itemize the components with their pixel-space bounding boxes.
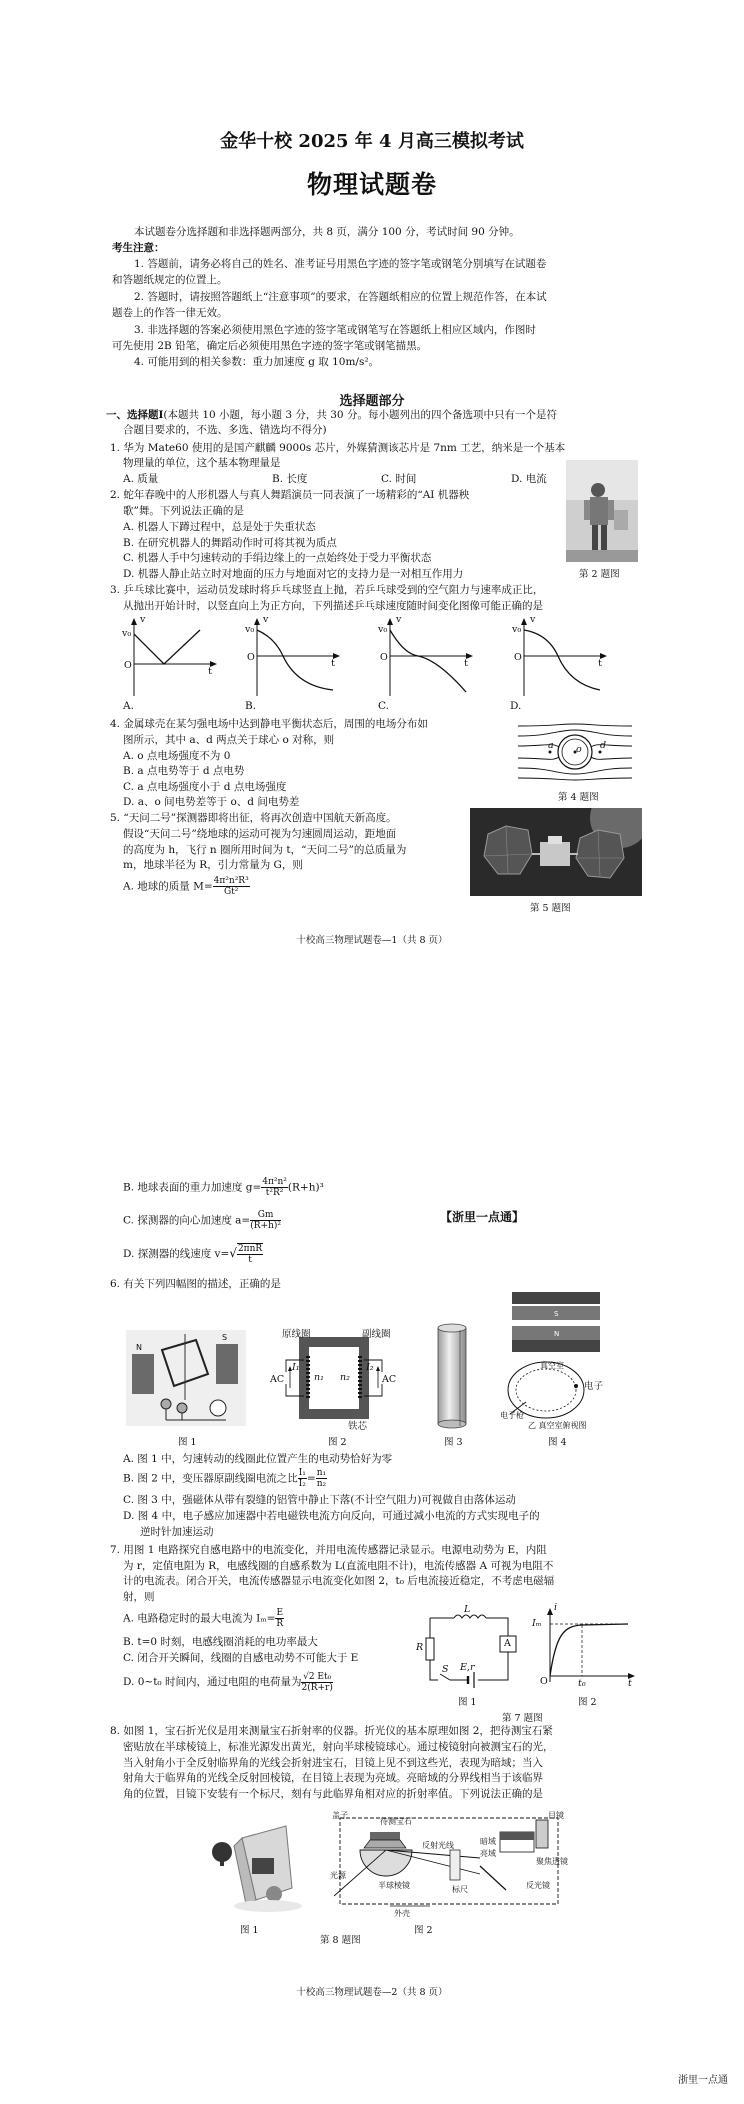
ac-right-label: AC	[382, 1374, 397, 1385]
axis-t: t	[628, 1678, 632, 1689]
q5-option-a	[123, 876, 250, 897]
dark-region-label: 暗域	[480, 1837, 496, 1846]
housing-label: 外壳	[394, 1909, 410, 1918]
denominator: t	[248, 1255, 252, 1265]
page2-footer: 十校高三物理试题卷—2（共 8 页）	[296, 1987, 448, 1998]
q3-stem-line2: 从抛出开始计时，以竖直向上为正方向，下列描述乒乓球速度随时间变化图像可能正确的是	[123, 600, 543, 612]
i2-label: I₂	[366, 1362, 374, 1373]
q5-option-b	[123, 1177, 324, 1198]
numerator: n₁	[316, 1468, 327, 1478]
q4-option-c: C. a 点电场强度小于 d 点电场强度	[123, 781, 287, 793]
q5-option-c-text: C. 探测器的向心加速度 a=	[123, 1214, 251, 1227]
numerator: √2 Et₀	[303, 1671, 332, 1682]
q7-option-a-text: A. 电路稳定时的最大电流为 Iₘ=	[123, 1612, 276, 1625]
axis-v: v	[263, 614, 269, 625]
fraction	[213, 876, 250, 897]
note-line: 可先使用 2B 铅笔，确定后必须使用黑色字迹的签字笔或钢笔描黑。	[112, 340, 428, 352]
q4-option-b: B. a 点电势等于 d 点电势	[123, 765, 245, 777]
q5-option-c	[123, 1210, 281, 1231]
q7-option-d-text: D. 0~t₀ 时间内，通过电阻的电荷量为	[123, 1676, 302, 1688]
axis-v: v	[140, 614, 146, 625]
q5-option-a-text: A. 地球的质量 M=	[123, 880, 213, 893]
axis-v: v	[396, 614, 402, 625]
q3-option-a: A.	[123, 700, 134, 712]
q3-stem: 3. 乒乓球比赛中，运动员发球时将乒乓球竖直上抛，若乒乓球受到的空气阻力与速率成正比，	[110, 584, 544, 596]
note-line: 3. 非选择题的答案必须使用黑色字迹的签字笔或钢笔写在答题纸上相应区域内，作图时	[134, 324, 536, 336]
part1-desc: (本题共 10 小题，每小题 3 分，共 30 分。每小题列出的四个备选项中只有一个是符	[163, 409, 557, 421]
q5-stem: 5. “天问二号”探测器即将出征，将再次创造中国航天新高度。	[110, 812, 397, 824]
resistor-label: R	[416, 1642, 424, 1653]
q8-principle-diagram	[330, 1810, 570, 1920]
n1-label: n₁	[314, 1372, 324, 1383]
q2-stem: 2. 蛇年春晚中的人形机器人与真人舞蹈演员一同表演了一场精彩的“AI 机器秧	[110, 489, 470, 501]
q6-fig3-aluminum-tube	[432, 1322, 472, 1434]
fraction	[237, 1243, 263, 1265]
q6-option-d-line2: 逆时针加速运动	[140, 1526, 214, 1538]
q8-caption: 第 8 题图	[320, 1935, 361, 1946]
q8-refractometer-photo	[196, 1818, 306, 1922]
watermark-text: 【浙里一点通】	[440, 1210, 525, 1224]
q7-fig2-caption: 图 2	[578, 1697, 597, 1708]
denominator: Gt²	[223, 887, 239, 897]
axis-t: t	[598, 658, 602, 669]
mirror-label: 反光镜	[526, 1881, 550, 1890]
q6-fig3-caption: 图 3	[444, 1437, 463, 1448]
q7-option-c: C. 闭合开关瞬间，线圈的自感电动势不可能大于 E	[123, 1652, 359, 1664]
fraction	[250, 1210, 281, 1231]
q6-option-a: A. 图 1 中，匀速转动的线圈此位置产生的电动势恰好为零	[123, 1453, 393, 1465]
equals-sign: =	[306, 1472, 316, 1485]
note-line: 4. 可能用到的相关参数：重力加速度 g 取 10m/s²。	[134, 356, 380, 368]
robot-dance-photo	[566, 460, 638, 562]
numerator: 2πnR	[237, 1244, 263, 1254]
inductor-label: L	[464, 1604, 471, 1615]
q4-option-d: D. a、o 间电势差等于 o、d 间电势差	[123, 796, 300, 808]
origin-label: O	[247, 652, 255, 663]
denominator: n₂	[316, 1479, 327, 1489]
page1-footer: 十校高三物理试题卷—1（共 8 页）	[296, 935, 448, 946]
q6-option-b-text: B. 图 2 中，变压器原副线圈电流之比	[123, 1472, 298, 1485]
sqrt-icon: √	[229, 1246, 237, 1260]
q6-fig2-caption: 图 2	[328, 1437, 347, 1448]
vacuum-chamber-label: 真空室	[540, 1361, 564, 1370]
q2-option-c: C. 机器人手中匀速转动的手绢边缘上的一点始终处于受力平衡状态	[123, 552, 432, 564]
eyepiece-label: 目镜	[548, 1811, 564, 1820]
q7-circuit-diagram	[416, 1604, 520, 1694]
q5-option-b-text: B. 地球表面的重力加速度 g=	[123, 1181, 262, 1194]
note-line: 和答题纸规定的位置上。	[112, 274, 228, 286]
axis-t: t	[208, 666, 212, 677]
svg-text:N: N	[554, 1330, 560, 1338]
iron-core-label: 铁芯	[348, 1421, 368, 1432]
scale-label: 标尺	[452, 1885, 468, 1894]
q7-stem-line2: 为 r，定值电阻为 R，电感线圈的自感系数为 L(直流电阻不计)，电流传感器 A 可视为电阻不	[123, 1560, 554, 1572]
gem-label: 待测宝石	[380, 1817, 412, 1826]
ac-left-label: AC	[270, 1374, 285, 1385]
v0-label: v₀	[122, 628, 132, 639]
q3-graph-b	[245, 616, 341, 702]
t0-label: t₀	[578, 1678, 586, 1689]
q8-fig1-caption: 图 1	[240, 1925, 259, 1936]
q7-stem: 7. 用图 1 电路探究自感电路中的电流变化，并用电流传感器记录显示。电源电动势为 E，内阻	[110, 1544, 547, 1556]
top-view-label: 乙 真空室俯视图	[528, 1421, 587, 1430]
q2-option-a: A. 机器人下蹲过程中，总是处于失重状态	[123, 521, 316, 533]
q5-option-d-text: D. 探测器的线速度 v=	[123, 1248, 230, 1260]
primary-coil-label: 原线圈	[282, 1329, 311, 1340]
switch-label: S	[442, 1664, 449, 1675]
part1-label: 一、选择题Ⅰ	[106, 409, 164, 421]
point-a-label: a	[548, 740, 554, 751]
q2-caption: 第 2 题图	[579, 569, 620, 580]
numerator: Gm	[250, 1210, 281, 1221]
q8-stem-line4: 射角大于临界角的光线全反射回棱镜，在目镜上表现为亮域。亮暗域的分界线相当于该临界	[123, 1772, 543, 1784]
q2-option-d: D. 机器人静止站立时对地面的压力与地面对它的支持力是一对相互作用力	[123, 568, 464, 580]
q8-fig2-caption: 图 2	[414, 1925, 433, 1936]
part1-desc-line2: 合题目要求的，不选、多选、错选均不得分)	[123, 424, 327, 436]
q6-option-d: D. 图 4 中，电子感应加速器中若电磁铁电流方向反向，可通过减小电流的方式实现电子的	[123, 1510, 540, 1522]
v0-label: v₀	[512, 624, 522, 635]
q7-option-a	[123, 1608, 284, 1629]
denominator: t²R²	[265, 1188, 284, 1198]
q3-graph-c	[378, 616, 474, 702]
q3-option-c: C.	[378, 700, 389, 712]
q7-fig1-caption: 图 1	[458, 1697, 477, 1708]
q8-stem-line2: 密贴放在半球棱镜上，标准光源发出黄光，射向半球棱镜球心。通过棱镜射向被测宝石的光，	[123, 1741, 554, 1753]
q4-stem: 4. 金属球壳在某匀强电场中达到静电平衡状态后，周围的电场分布如	[110, 718, 428, 730]
q7-current-graph	[532, 1602, 638, 1690]
light-source-label: 光源	[330, 1871, 346, 1880]
notes-heading: 考生注意：	[112, 242, 165, 254]
q1-option-b: B. 长度	[272, 473, 308, 485]
i1-label: I₁	[292, 1362, 300, 1373]
intro-text: 本试题卷分选择题和非选择题两部分，共 8 页，满分 100 分，考试时间 90 分钟。	[134, 226, 520, 238]
v0-label: v₀	[245, 624, 255, 635]
q2-stem-line2: 歌”舞。下列说法正确的是	[123, 505, 244, 517]
origin-label: O	[540, 1676, 548, 1687]
exam-subtitle: 物理试题卷	[306, 170, 437, 199]
fraction	[275, 1608, 284, 1629]
denominator: I₂	[298, 1479, 306, 1489]
source-label: E,r	[460, 1662, 475, 1673]
q1-option-d: D. 电流	[511, 473, 547, 485]
svg-text:N: N	[136, 1343, 142, 1352]
q6-fig1-caption: 图 1	[178, 1437, 197, 1448]
im-label: Iₘ	[532, 1618, 542, 1629]
q6-fig1-generator	[126, 1330, 246, 1430]
q8-stem-line3: 当入射角小于全反射临界角的光线会折射进宝石，目镜上见不到这些光，表现为暗域；当入	[123, 1757, 543, 1769]
q8-stem: 8. 如图 1，宝石折光仪是用来测量宝石折射率的仪器。折光仪的基本原理如图 2，把待测宝石紧	[110, 1725, 553, 1737]
note-line: 2. 答题时，请按照答题纸上“注意事项”的要求，在答题纸相应的位置上规范作答，在本试	[134, 291, 547, 303]
q1-option-c: C. 时间	[381, 473, 417, 485]
q7-caption: 第 7 题图	[502, 1713, 543, 1724]
origin-label: O	[514, 652, 522, 663]
q6-fig2-transformer	[270, 1326, 398, 1434]
bright-region-label: 亮域	[480, 1849, 496, 1858]
fraction	[301, 1672, 332, 1693]
q6-fig4-betatron	[500, 1290, 612, 1434]
q5-stem-line2: 假设“天问二号”绕地球的运动可视为匀速圆周运动，距地面	[123, 828, 397, 840]
note-line: 题卷上的作答一律无效。	[112, 307, 228, 319]
q7-stem-line4: 射，则	[123, 1591, 155, 1603]
q1-stem: 1. 华为 Mate60 使用的是国产麒麟 9000s 芯片，外媒猜测该芯片是 7nm 工艺，纳米是一个基本	[110, 442, 566, 454]
q5-stem-line3: 的高度为 h，飞行 n 圈所用时间为 t，“天问二号”的总质量为	[123, 844, 407, 856]
numerator: I₁	[298, 1468, 306, 1478]
q6-option-b	[123, 1468, 327, 1489]
point-o-label: o	[576, 744, 582, 755]
numerator: 4π²n²	[262, 1177, 287, 1187]
q3-graph-a	[122, 616, 218, 702]
origin-label: O	[124, 660, 132, 671]
q7-stem-line3: 计的电流表。闭合开关，电流传感器显示电流变化如图 2，t₀ 后电流接近稳定，不考虑电磁辐	[123, 1575, 555, 1587]
electron-label: 电子	[584, 1381, 604, 1392]
fraction	[261, 1177, 288, 1198]
denominator: R	[276, 1619, 284, 1629]
q7-option-d	[123, 1671, 333, 1693]
numerator: E	[276, 1608, 284, 1618]
fraction	[316, 1468, 327, 1489]
q1-option-a: A. 质量	[123, 473, 159, 485]
part1-heading	[106, 408, 557, 422]
svg-text:S: S	[554, 1310, 559, 1318]
q6-stem: 6. 有关下列四幅图的描述，正确的是	[110, 1278, 281, 1290]
q4-option-a: A. o 点电场强度不为 0	[123, 750, 231, 762]
n2-label: n₂	[340, 1372, 350, 1383]
q3-option-d: D.	[510, 700, 522, 712]
q1-stem-line2: 物理量的单位，这个基本物理量是	[123, 457, 281, 469]
section-title: 选择题部分	[339, 394, 405, 409]
fraction	[298, 1468, 307, 1489]
axis-v: v	[530, 614, 536, 625]
tianwen-probe-image	[470, 808, 642, 896]
svg-text:S: S	[222, 1333, 228, 1342]
q6-fig4-caption: 图 4	[548, 1437, 567, 1448]
lid-label: 盖子	[332, 1811, 348, 1820]
q5-option-d	[123, 1243, 263, 1265]
reflected-ray-label: 反射光线	[422, 1841, 454, 1850]
q7-option-b: B. t=0 时刻，电感线圈消耗的电功率最大	[123, 1636, 318, 1648]
q5-caption: 第 5 题图	[530, 903, 571, 914]
q3-graph-d	[512, 616, 608, 702]
q5-option-b-tail: (R+h)³	[287, 1181, 324, 1194]
point-d-label: d	[600, 740, 607, 751]
origin-label: O	[380, 652, 388, 663]
q6-option-c: C. 图 3 中，强磁体从带有裂缝的铝管中静止下落(不计空气阻力)可视做自由落体运动	[123, 1494, 516, 1506]
denominator: (R+h)²	[250, 1221, 281, 1231]
axis-t: t	[331, 658, 335, 669]
denominator: 2(R+r)	[301, 1682, 333, 1693]
numerator: 4π²n²R³	[213, 876, 249, 886]
v0-label: v₀	[378, 624, 388, 635]
ammeter-label: A	[504, 1638, 511, 1649]
q4-caption: 第 4 题图	[558, 792, 599, 803]
q3-option-b: B.	[245, 700, 257, 712]
q4-field-diagram	[516, 718, 634, 790]
q8-stem-line5: 角的位置，目镜下安装有一个标尺，刻有与此临界角相对应的折射率值。下列说法正确的是	[123, 1788, 543, 1800]
q5-stem-line4: m，地球半径为 R，引力常量为 G，则	[123, 859, 303, 871]
secondary-coil-label: 副线圈	[362, 1329, 391, 1340]
q2-option-b: B. 在研究机器人的舞蹈动作时可将其视为质点	[123, 537, 337, 549]
electron-gun-label: 电子枪	[500, 1411, 524, 1420]
exam-title: 金华十校 2025 年 4 月高三模拟考试	[220, 131, 524, 152]
q4-stem-line2: 图所示，其中 a、d 两点关于球心 o 对称，则	[123, 734, 335, 746]
axis-i: i	[554, 1602, 558, 1613]
note-line: 1. 答题前，请务必将自己的姓名、准考证号用黑色字迹的签字笔或钢笔分别填写在试题卷	[134, 258, 547, 270]
focusing-lens-label: 聚焦透镜	[536, 1857, 568, 1866]
hemisphere-prism-label: 半球棱镜	[378, 1881, 410, 1890]
axis-t: t	[464, 658, 468, 669]
corner-watermark: 浙里一点通	[678, 2075, 728, 2086]
